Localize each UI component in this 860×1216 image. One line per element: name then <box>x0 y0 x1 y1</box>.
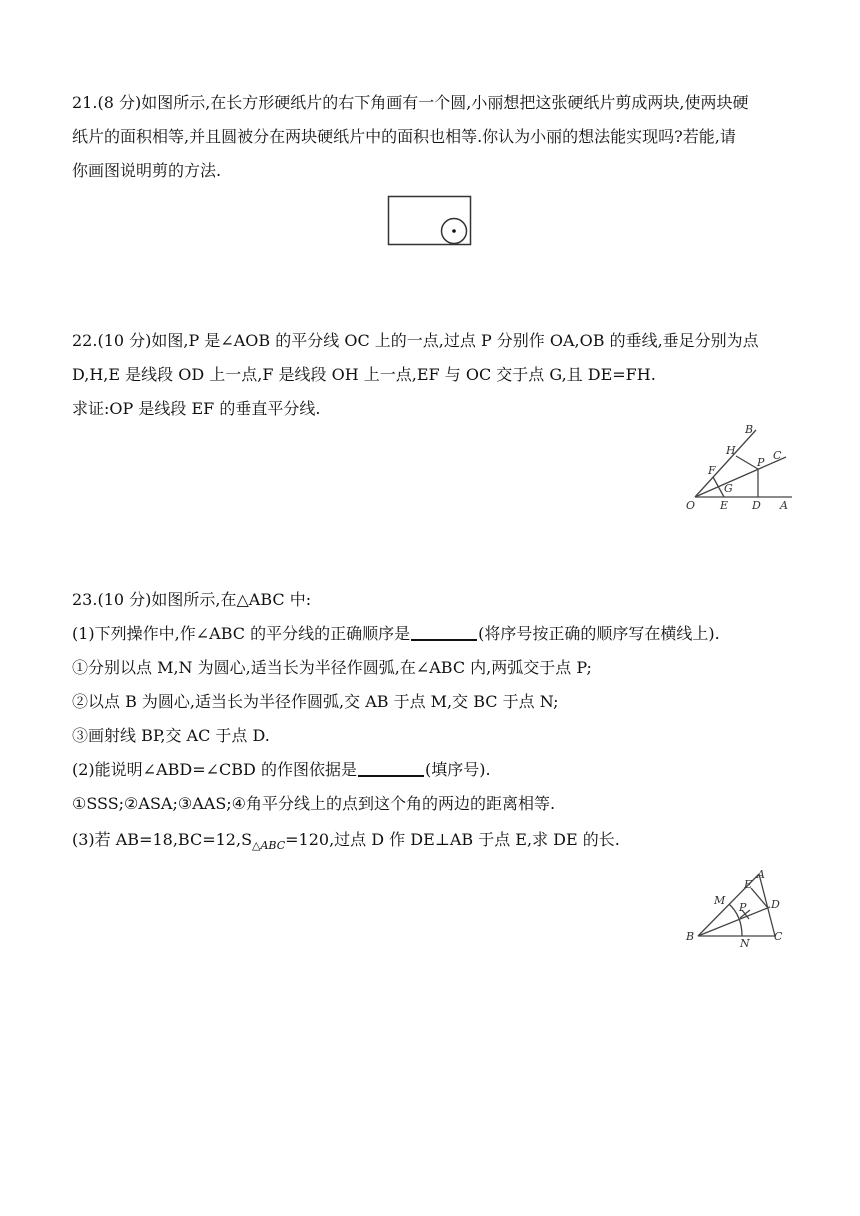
label-h: H <box>726 444 736 457</box>
label-c: C <box>773 449 782 462</box>
label-m: M <box>714 894 726 907</box>
ray-bp <box>698 907 770 936</box>
q23-part-1 <box>72 623 720 645</box>
q23-part-1-text-before: (1)下列操作中,作∠ABC 的平分线的正确顺序是 <box>72 624 411 643</box>
q23-part-2-text-after: (填序号). <box>424 760 491 779</box>
q23-step-2: ②以点 B 为圆心,适当长为半径作圆弧,交 AB 于点 M,交 BC 于点 N; <box>72 692 559 711</box>
q23-part-3-text-a: (3)若 AB=18,BC=12,S <box>72 830 253 849</box>
q23-part-3-subscript: △ABC <box>252 839 286 853</box>
q23-part-1-text-after: (将序号按正确的顺序写在横线上). <box>478 624 720 643</box>
segment-ef <box>713 477 724 497</box>
label-p: P <box>739 901 747 914</box>
label-b: B <box>686 930 695 943</box>
q21-line-2: 纸片的面积相等,并且圆被分在两块硬纸片中的面积也相等.你认为小丽的想法能实现吗?若能,请 <box>72 127 736 146</box>
q21-figure <box>387 195 473 247</box>
label-a: A <box>780 499 788 512</box>
segment-ph <box>736 456 758 469</box>
q23-part-2-text-before: (2)能说明∠ABD=∠CBD 的作图依据是 <box>72 760 357 779</box>
q22-figure <box>684 420 796 516</box>
q23-part-3-text-b: =120,过点 D 作 DE⊥AB 于点 E,求 DE 的长. <box>285 830 620 849</box>
circle-center-dot <box>452 229 456 233</box>
cardboard-rectangle <box>389 197 471 245</box>
q23-step-1: ①分别以点 M,N 为圆心,适当长为半径作圆弧,在∠ABC 内,两弧交于点 P; <box>72 658 592 677</box>
label-o: O <box>686 499 696 512</box>
answer-blank-2 <box>358 761 424 777</box>
answer-blank-1 <box>411 625 477 641</box>
q22-line-3: 求证:OP 是线段 EF 的垂直平分线. <box>72 399 321 418</box>
q23-part-3 <box>72 829 620 857</box>
label-a: A <box>757 868 765 881</box>
label-d: D <box>752 499 761 512</box>
q23-options: ①SSS;②ASA;③AAS;④角平分线上的点到这个角的两边的距离相等. <box>72 794 556 813</box>
label-p: P <box>757 456 765 469</box>
label-e: E <box>720 499 729 512</box>
label-c: C <box>774 930 783 943</box>
ray-oc <box>695 457 786 497</box>
q23-part-2 <box>72 759 491 781</box>
label-d: D <box>771 898 780 911</box>
label-g: G <box>724 482 733 495</box>
q23-step-3: ③画射线 BP,交 AC 于点 D. <box>72 726 270 745</box>
label-f: F <box>708 464 716 477</box>
q22-line-1: 22.(10 分)如图,P 是∠AOB 的平分线 OC 上的一点,过点 P 分别作 OA,OB 的垂线,垂足分别为点 <box>72 331 759 350</box>
q23-line-1: 23.(10 分)如图所示,在△ABC 中: <box>72 590 312 609</box>
q23-figure <box>684 864 794 954</box>
q22-line-2: D,H,E 是线段 OD 上一点,F 是线段 OH 上一点,EF 与 OC 交于点 G,且 DE=FH. <box>72 365 656 384</box>
q21-line-3: 你画图说明剪的方法. <box>72 161 222 180</box>
label-n: N <box>740 937 750 950</box>
label-e: E <box>744 878 753 891</box>
label-b: B <box>745 423 754 436</box>
q21-line-1: 21.(8 分)如图所示,在长方形硬纸片的右下角画有一个圆,小丽想把这张硬纸片剪成两块,使两块硬 <box>72 93 749 112</box>
